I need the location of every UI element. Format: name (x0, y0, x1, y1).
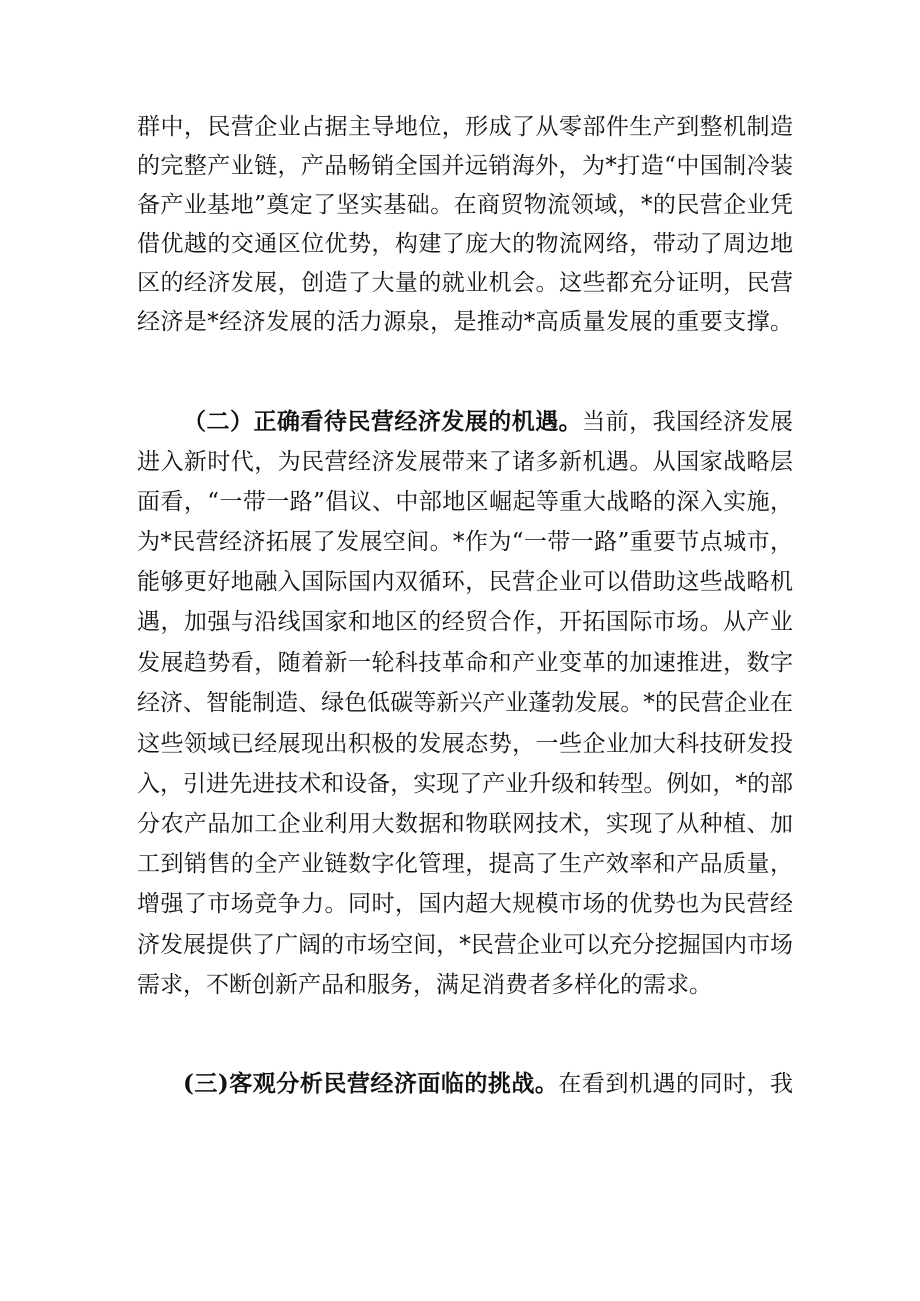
text-line: 发展趋势看，随着新一轮科技革命和产业变革的加速推进，数字 (137, 650, 793, 676)
text-line: 进入新时代，为民营经济发展带来了诸多新机遇。从国家战略层 (137, 449, 793, 475)
text-line: 群中，民营企业占据主导地位，形成了从零部件生产到整机制造 (137, 114, 793, 140)
text-line: 需求，不断创新产品和服务，满足消费者多样化的需求。 (137, 972, 712, 998)
text-line: 能够更好地融入国际国内双循环，民营企业可以借助这些战略机 (137, 569, 793, 595)
text-line: 增强了市场竞争力。同时，国内超大规模市场的优势也为民营经 (137, 891, 793, 917)
text-line: 为*民营经济拓展了发展空间。*作为“一带一路”重要节点城市， (137, 529, 793, 555)
text-line: 借优越的交通区位优势，构建了庞大的物流网络，带动了周边地 (137, 231, 793, 257)
text-fragment: 在看到机遇的同时，我 (558, 1071, 793, 1097)
text-line: 经济是*经济发展的活力源泉，是推动*高质量发展的重要支撑。 (137, 309, 793, 335)
section-heading-3: (三)客观分析民营经济面临的挑战。 (183, 1070, 559, 1097)
text-fragment: 当前，我国经济发展 (582, 409, 793, 435)
text-line: 入，引进先进技术和设备，实现了产业升级和转型。例如，*的部 (137, 771, 793, 797)
text-line: 济发展提供了广阔的市场空间，*民营企业可以充分挖掘国内市场 (137, 932, 793, 958)
text-line: 分农产品加工企业利用大数据和物联网技术，实现了从种植、加 (137, 811, 793, 837)
text-line: 面看，“一带一路”倡议、中部地区崛起等重大战略的深入实施， (137, 489, 793, 515)
section-first-line (183, 1064, 793, 1104)
section-first-line (183, 402, 793, 442)
text-line: 备产业基地”奠定了坚实基础。在商贸物流领域，*的民营企业凭 (137, 192, 793, 218)
text-line: 工到销售的全产业链数字化管理，提高了生产效率和产品质量， (137, 851, 793, 877)
text-line: 这些领域已经展现出积极的发展态势，一些企业加大科技研发投 (137, 731, 793, 757)
text-line: 区的经济发展，创造了大量的就业机会。这些都充分证明，民营 (137, 270, 793, 296)
text-line: 经济、智能制造、绿色低碳等新兴产业蓬勃发展。*的民营企业在 (137, 690, 793, 716)
section-heading-2: （二）正确看待民营经济发展的机遇。 (183, 408, 583, 435)
text-line: 的完整产业链，产品畅销全国并远销海外，为*打造“中国制冷装 (137, 153, 793, 179)
text-line: 遇，加强与沿线国家和地区的经贸合作，开拓国际市场。从产业 (137, 609, 793, 635)
